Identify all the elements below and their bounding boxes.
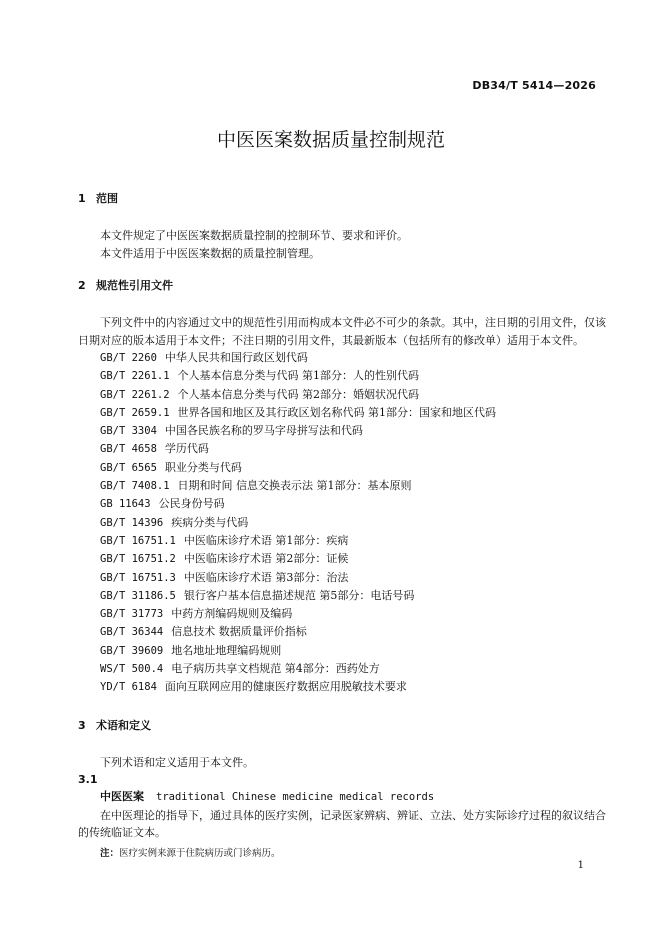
- reference-code: GB/T 16751.3: [100, 571, 176, 584]
- reference-code: WS/T 500.4: [100, 663, 164, 676]
- reference-list: [78, 349, 606, 697]
- standard-code: DB34/T 5414—2026: [472, 79, 596, 92]
- reference-item: [78, 623, 606, 641]
- reference-title: 中医临床诊疗术语 第2部分：证候: [183, 552, 349, 566]
- reference-title: 世界各国和地区及其行政区划名称代码 第1部分：国家和地区代码: [177, 405, 497, 419]
- reference-title: 个人基本信息分类与代码 第1部分：人的性别代码: [177, 369, 420, 383]
- reference-code: GB/T 39609: [100, 644, 164, 657]
- reference-title: 中药方剂编码规则及编码: [171, 607, 293, 621]
- paragraph: 下列文件中的内容通过文中的规范性引用而构成本文件必不可少的条款。其中，注日期的引用文件，仅该日期对应的版本适用于本文件；不注日期的引用文件，其最新版本（包括所有的修改单）适用于本文件。: [78, 316, 606, 347]
- reference-code: GB/T 16751.1: [100, 534, 176, 547]
- reference-code: GB/T 4658: [100, 443, 157, 456]
- reference-title: 地名地址地理编码规则: [171, 643, 282, 657]
- reference-code: GB/T 2260: [100, 352, 157, 364]
- term-chinese: 中医医案: [100, 790, 144, 804]
- reference-code: GB/T 2659.1: [100, 406, 170, 419]
- reference-item: [78, 550, 606, 568]
- reference-item: [78, 459, 606, 477]
- reference-title: 银行客户基本信息描述规范 第5部分：电话号码: [183, 588, 415, 602]
- reference-title: 日期和时间 信息交换表示法 第1部分：基本原则: [177, 479, 412, 493]
- reference-item: [78, 642, 606, 660]
- reference-code: GB/T 16751.2: [100, 553, 176, 566]
- document-body: [78, 190, 606, 862]
- paragraph: 本文件适用于中医医案数据的质量控制管理。: [100, 246, 320, 260]
- reference-code: GB/T 31186.5: [100, 589, 176, 602]
- reference-item: [78, 386, 606, 404]
- reference-title: 学历代码: [164, 442, 209, 456]
- section-scope: [78, 190, 606, 262]
- reference-code: GB/T 7408.1: [100, 480, 170, 493]
- section-title: 术语和定义: [96, 718, 151, 732]
- note-text: 医疗实例来源于住院病历或门诊病历。: [119, 847, 281, 859]
- note-label: 注：: [100, 847, 120, 859]
- reference-title: 中国各民族名称的罗马字母拼写法和代码: [164, 424, 363, 438]
- reference-code: GB/T 2261.1: [100, 370, 170, 383]
- reference-title: 中华人民共和国行政区划代码: [164, 351, 308, 364]
- reference-title: 个人基本信息分类与代码 第2部分：婚姻状况代码: [177, 387, 420, 401]
- reference-title: 电子病历共享文档规范 第4部分：西药处方: [171, 662, 380, 676]
- reference-item: [78, 440, 606, 458]
- reference-item: [78, 605, 606, 623]
- reference-code: GB 11643: [100, 498, 151, 511]
- reference-item: [78, 404, 606, 422]
- reference-title: 公民身份号码: [158, 497, 225, 511]
- note: [78, 846, 606, 862]
- section-heading: [78, 717, 606, 733]
- term-definition: 在中医理论的指导下，通过具体的医疗实例，记录医家辨病、辨证、立法、处方实际诊疗过程的叙议结合的传统临证文本。: [78, 808, 606, 840]
- page-number: 1: [577, 860, 584, 871]
- section-number: 1: [78, 192, 86, 205]
- reference-item: [78, 587, 606, 605]
- reference-title: 职业分类与代码: [164, 460, 242, 474]
- reference-item: [78, 477, 606, 495]
- paragraph: 下列术语和定义适用于本文件。: [100, 755, 254, 769]
- reference-title: 信息技术 数据质量评价指标: [171, 625, 307, 639]
- section-heading: [78, 190, 606, 206]
- reference-item: [78, 660, 606, 678]
- term-entry: [78, 788, 606, 807]
- reference-code: GB/T 2261.2: [100, 388, 170, 401]
- term-english: traditional Chinese medicine medical records: [156, 791, 435, 804]
- reference-item: [78, 349, 606, 367]
- section-title: 规范性引用文件: [96, 279, 173, 292]
- reference-item: [78, 367, 606, 385]
- reference-code: GB/T 3304: [100, 425, 157, 438]
- clause-number: 3.1: [78, 773, 98, 787]
- reference-title: 疾病分类与代码: [171, 515, 249, 529]
- reference-item: [78, 422, 606, 440]
- reference-item: [78, 495, 606, 513]
- section-title: 范围: [96, 192, 118, 205]
- reference-code: YD/T 6184: [100, 681, 157, 694]
- paragraph: 本文件规定了中医医案数据质量控制的控制环节、要求和评价。: [100, 229, 408, 242]
- section-normative-references: [78, 277, 606, 697]
- reference-title: 中医临床诊疗术语 第1部分：疾病: [183, 533, 349, 547]
- reference-title: 中医临床诊疗术语 第3部分：治法: [183, 570, 349, 584]
- reference-title: 面向互联网应用的健康医疗数据应用脱敏技术要求: [164, 680, 407, 694]
- reference-code: GB/T 14396: [100, 516, 164, 529]
- section-terms: [78, 717, 606, 862]
- reference-code: GB/T 6565: [100, 461, 157, 474]
- reference-item: [78, 532, 606, 550]
- section-heading: [78, 277, 606, 293]
- reference-item: [78, 514, 606, 532]
- reference-code: GB/T 31773: [100, 608, 164, 621]
- reference-item: [78, 678, 606, 696]
- document-title: 中医医案数据质量控制规范: [216, 129, 445, 151]
- section-number: 2: [78, 279, 86, 292]
- reference-item: [78, 569, 606, 587]
- section-number: 3: [78, 718, 86, 732]
- reference-code: GB/T 36344: [100, 626, 164, 639]
